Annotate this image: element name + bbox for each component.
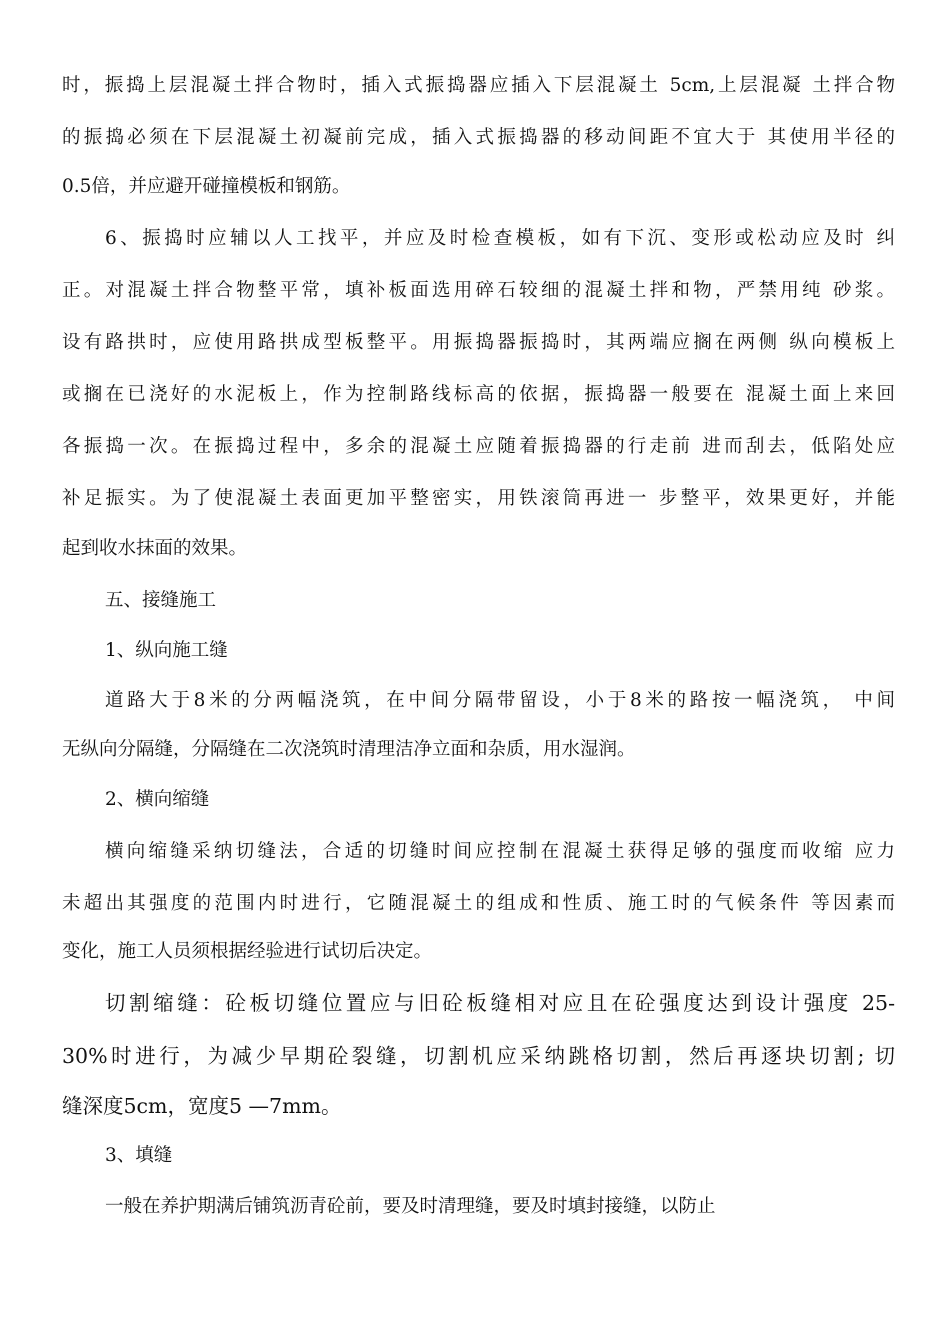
- body-text-line: 无纵向分隔缝，分隔缝在二次浇筑时清理洁净立面和杂质，用水湿润。: [62, 739, 636, 760]
- body-text-line: 未超出其强度的范围内时进行，它随混凝土的组成和性质、施工时的气候条件 等因素而: [62, 893, 895, 914]
- subsection-heading: 2、横向缩缝: [105, 789, 210, 810]
- subsection-heading: 1、纵向施工缝: [105, 640, 228, 661]
- body-text-line: 0.5倍，并应避开碰撞模板和钢筋。: [62, 176, 351, 197]
- body-text-line: 或搁在已浇好的水泥板上，作为控制路线标高的依据，振捣器一般要在 混凝土面上来回: [62, 384, 895, 405]
- body-text-line: 6、振捣时应辅以人工找平，并应及时检查模板，如有下沉、变形或松动应及时 纠: [105, 228, 895, 249]
- body-text-line: 的振捣必须在下层混凝土初凝前完成，插入式振捣器的移动间距不宜大于 其使用半径的: [62, 127, 895, 148]
- body-text-line: 时，振捣上层混凝土拌合物时，插入式振捣器应插入下层混凝土 5cm,上层混凝 土拌合物: [62, 75, 895, 96]
- body-text-line: 缝深度5cm，宽度5 —7mm。: [62, 1094, 342, 1118]
- body-text-line: 切割缩缝：砼板切缝位置应与旧砼板缝相对应且在砼强度达到设计强度 25-: [105, 991, 895, 1015]
- body-text-line: 设有路拱时，应使用路拱成型板整平。用振捣器振捣时，其两端应搁在两侧 纵向模板上: [62, 332, 895, 353]
- section-heading: 五、接缝施工: [105, 590, 217, 611]
- body-text-line: 横向缩缝采纳切缝法，合适的切缝时间应控制在混凝土获得足够的强度而收缩 应力: [105, 841, 895, 862]
- body-text-line: 起到收水抹面的效果。: [62, 538, 248, 559]
- body-text-line: 各振捣一次。在振捣过程中，多余的混凝土应随着振捣器的行走前 进而刮去，低陷处应: [62, 436, 895, 457]
- body-text-line: 补足振实。为了使混凝土表面更加平整密实，用铁滚筒再进一 步整平，效果更好，并能: [62, 488, 895, 509]
- body-text-line: 正。对混凝土拌合物整平常，填补板面选用碎石较细的混凝土拌和物，严禁用纯 砂浆。: [62, 280, 895, 301]
- body-text-line: 30%时进行，为减少早期砼裂缝，切割机应采纳跳格切割，然后再逐块切割; 切: [62, 1044, 895, 1068]
- body-text-line: 变化，施工人员须根据经验进行试切后决定。: [62, 941, 433, 962]
- body-text-line: 一般在养护期满后铺筑沥青砼前，要及时清理缝，要及时填封接缝，以防止: [105, 1196, 716, 1217]
- subsection-heading: 3、填缝: [105, 1145, 173, 1166]
- body-text-line: 道路大于8米的分两幅浇筑，在中间分隔带留设，小于8米的路按一幅浇筑， 中间: [105, 690, 895, 711]
